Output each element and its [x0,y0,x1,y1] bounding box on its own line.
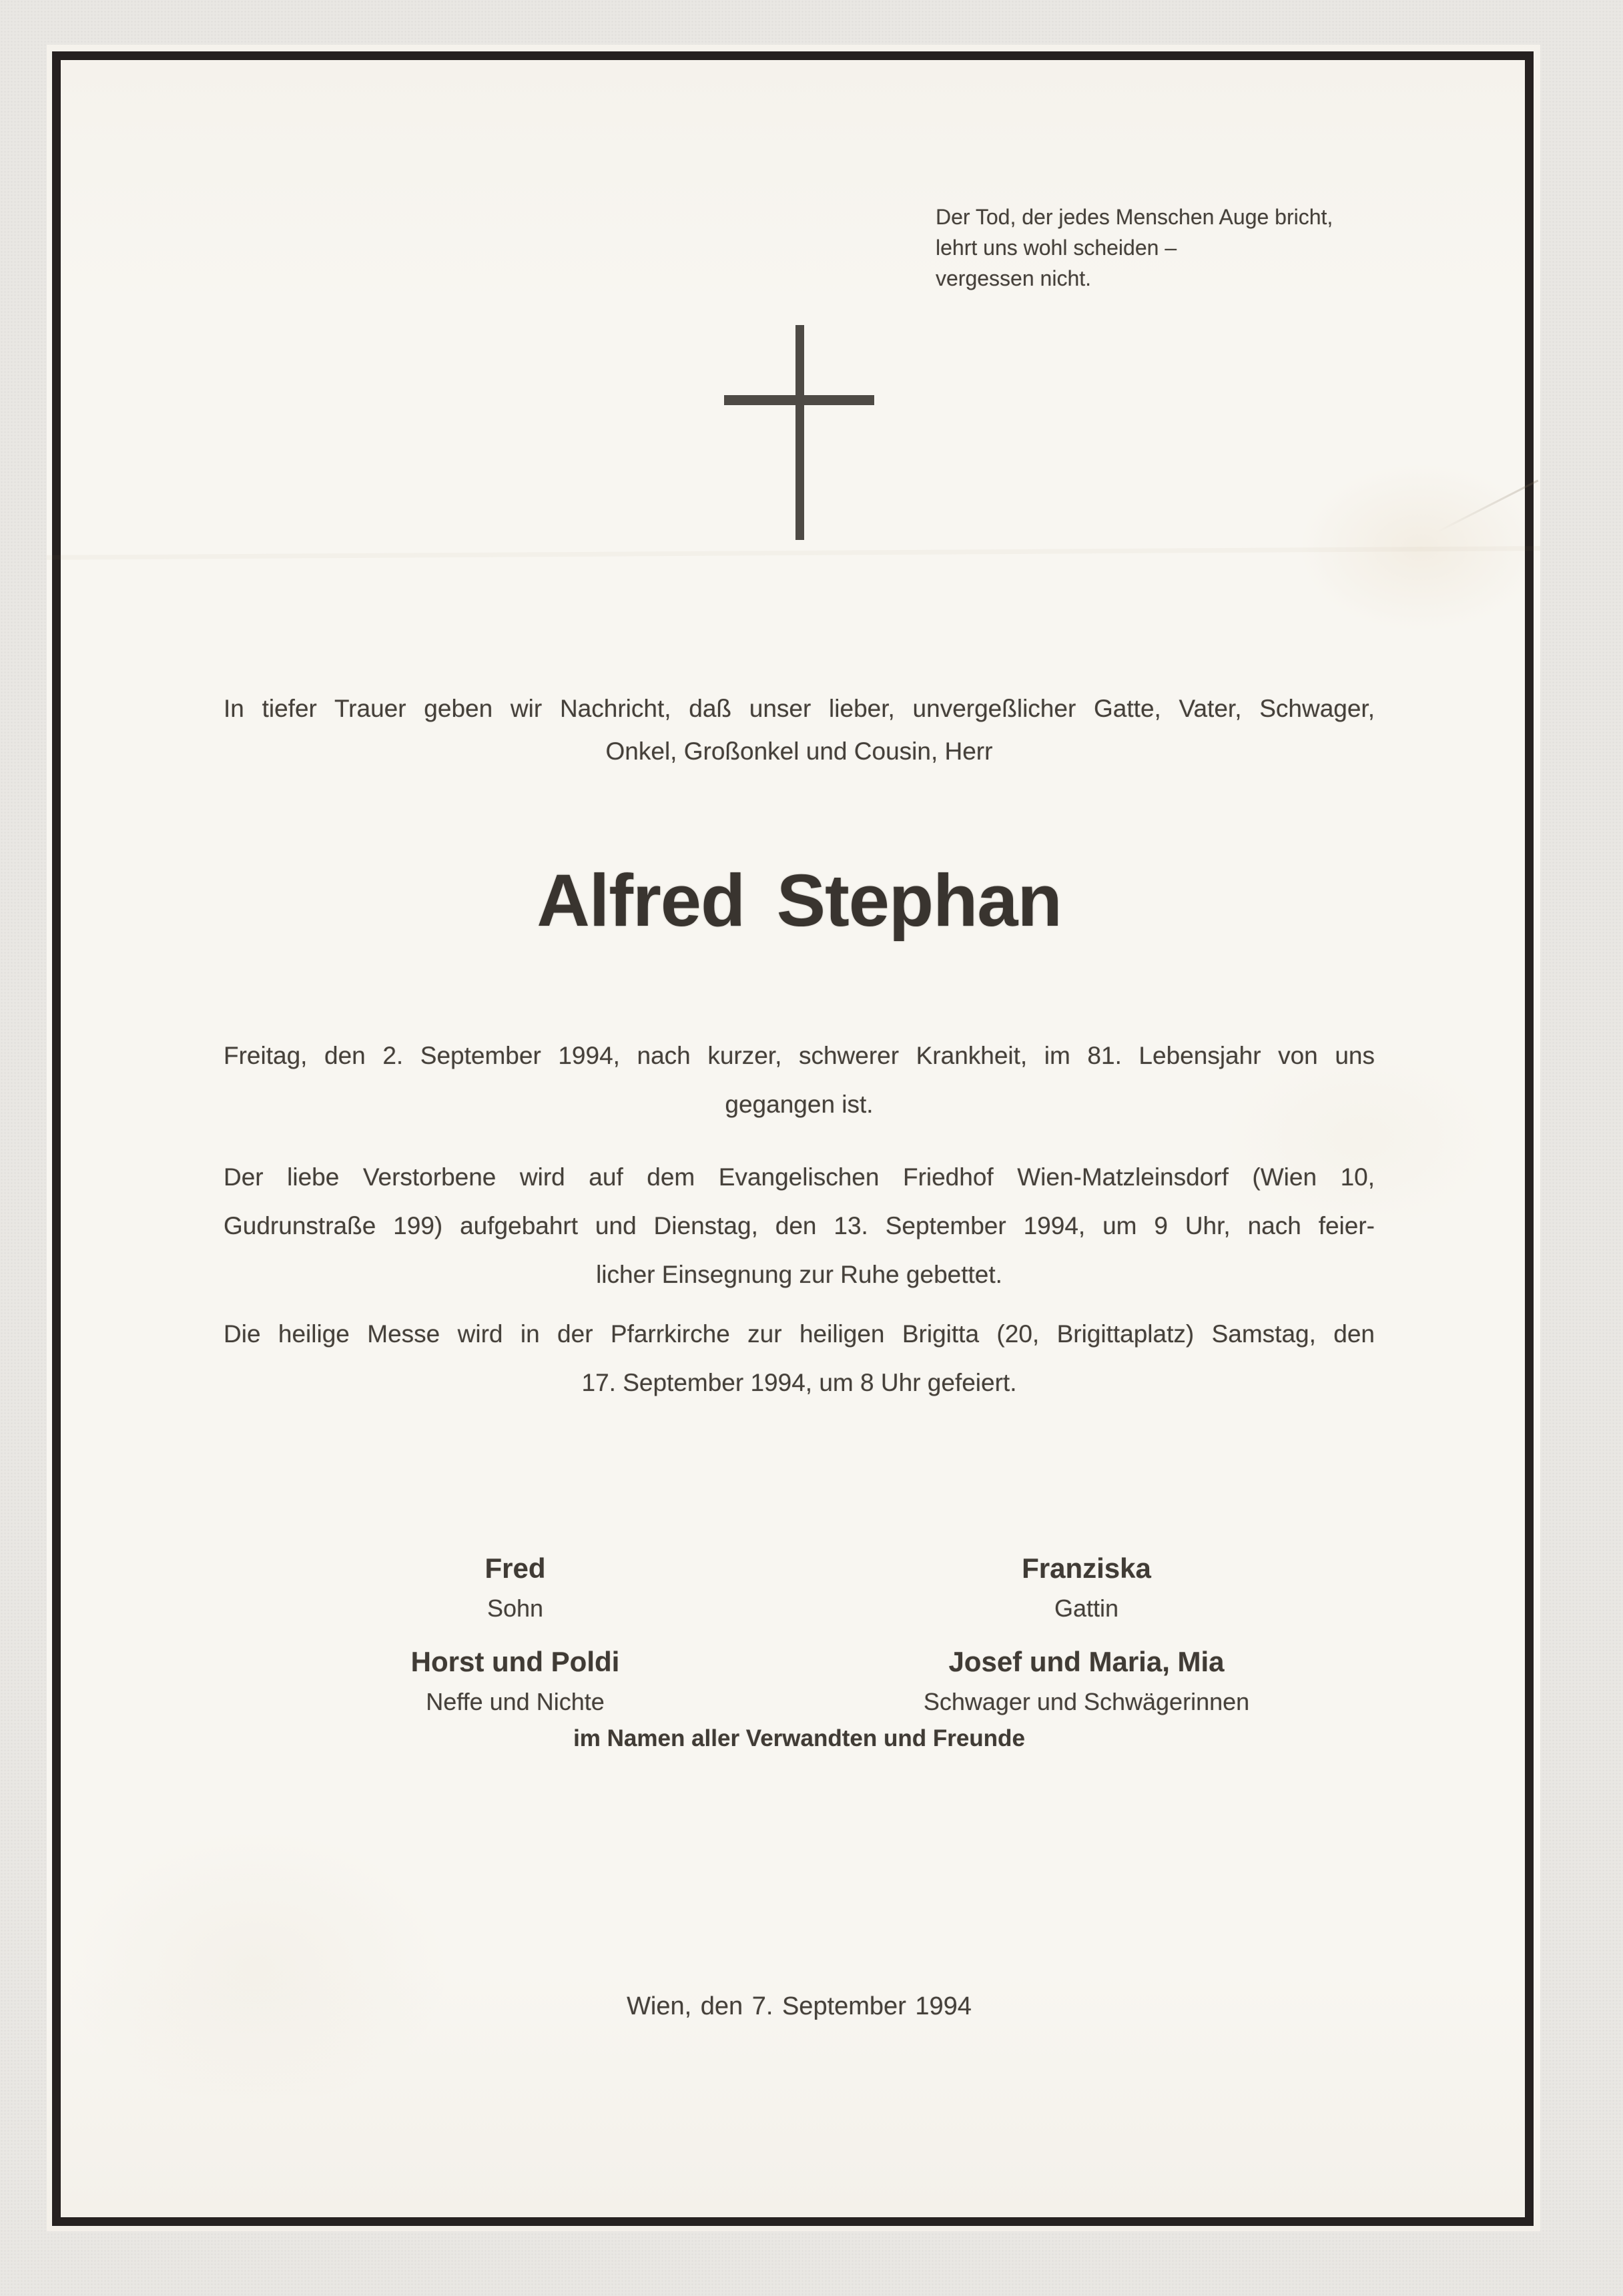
text-line: gegangen ist. [725,1091,874,1118]
obituary-card [47,45,1540,2231]
death-date-paragraph [224,1031,1375,1129]
mourner-name: Horst und Poldi [410,1646,620,1677]
mourner-name: Josef und Maria, Mia [948,1646,1225,1677]
border-frame [52,51,1534,2226]
cross-vertical-bar [795,325,804,540]
dateline: Wien, den 7. September 1994 [627,1992,972,2020]
deceased-name: Alfred Stephan [537,860,1062,942]
intro-paragraph [224,687,1375,773]
text-line: In tiefer Trauer geben wir Nachricht, daß unser lieber, unvergeßlicher Gatte, Vater, Schwager, [224,695,1375,722]
text-line: Gudrunstraße 199) aufgebahrt und Dienstag, den 13. September 1994, um 9 Uhr, nach feier- [224,1212,1375,1239]
burial-paragraph [224,1153,1375,1299]
mourner-name: Fred [484,1552,546,1584]
mourners-footer: im Namen aller Verwandten und Freunde [573,1725,1025,1751]
text-line: Freitag, den 2. September 1994, nach kurzer, schwerer Krankheit, im 81. Lebensjahr von uns [224,1042,1375,1069]
mourner-relation: Gattin [1054,1595,1119,1622]
cross-horizontal-bar [724,395,874,405]
text-line: 17. September 1994, um 8 Uhr gefeiert. [581,1369,1017,1396]
text-line: Die heilige Messe wird in der Pfarrkirche zur heiligen Brigitta (20, Brigittaplatz) Samstag, den [224,1320,1375,1348]
text-line: Onkel, Großonkel und Cousin, Herr [605,738,993,765]
mourner-relation: Sohn [486,1595,544,1622]
mass-paragraph [224,1310,1375,1407]
mourner-relation: Schwager und Schwägerinnen [923,1688,1250,1715]
mourner-name: Franziska [1022,1552,1151,1584]
epigraph-line: Der Tod, der jedes Menschen Auge bricht, [936,205,1333,229]
text-line: licher Einsegnung zur Ruhe gebettet. [596,1261,1002,1288]
mourner-relation: Neffe und Nichte [426,1688,605,1715]
epigraph [936,202,1443,294]
epigraph-line: lehrt uns wohl scheiden – [936,236,1177,260]
epigraph-line: vergessen nicht. [936,266,1092,290]
text-line: Der liebe Verstorbene wird auf dem Evangelischen Friedhof Wien-Matzleinsdorf (Wien 10, [224,1163,1375,1191]
